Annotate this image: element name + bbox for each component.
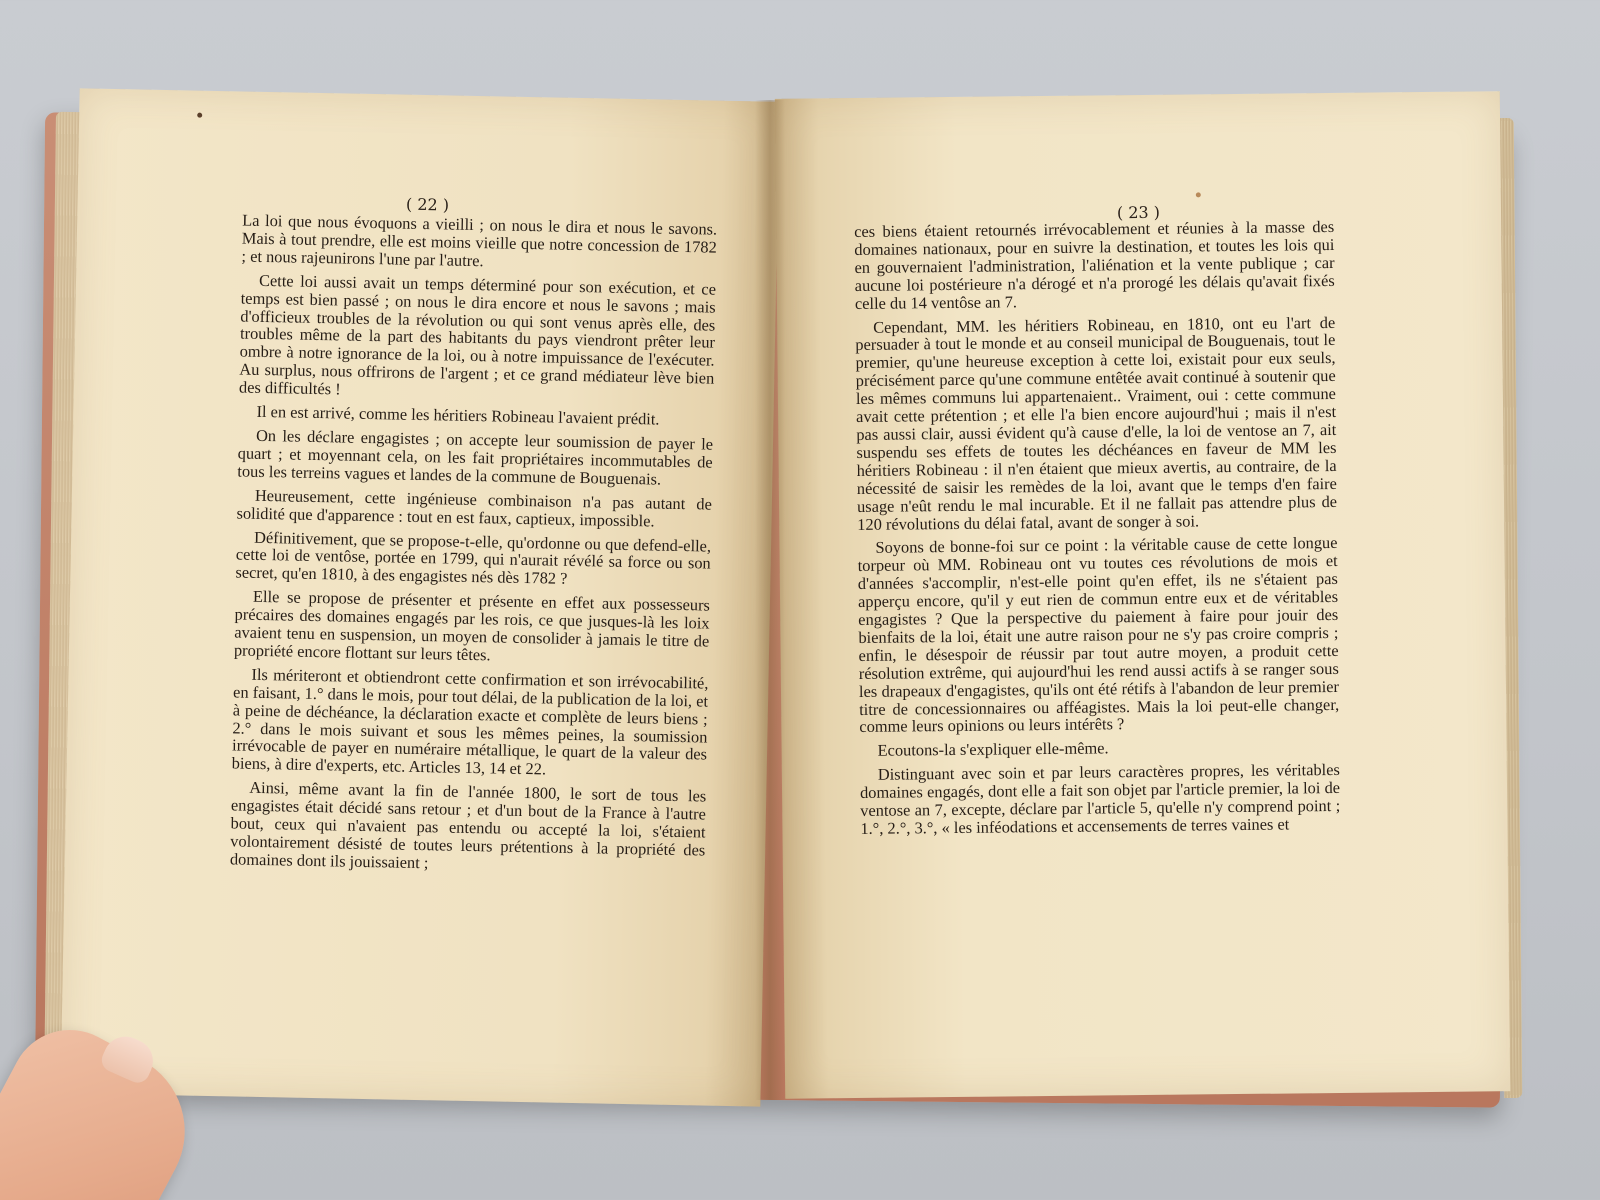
right-paragraph: Distinguant avec soin et par leurs caractères propres, les véritables domaines engagés, dont elle a fait son objet par l'article premier, la loi de ventose an 7, excepte, déclare par l'article 5, qu'elle n'y comprend point ; 1.°, 2.°, 3.°, « les inféodations et accensements de terres vaines et	[859, 760, 1341, 838]
left-paragraph: Il en est arrivé, comme les héritiers Robineau l'avaient prédit.	[256, 401, 660, 429]
right-paragraph: Cependant, MM. les héritiers Robineau, en 1810, ont eu l'art de persuader à tout le monde et au conseil municipal de Bouguenais, tout le premier, qu'une heureuse exception à cette loi, existait pour eux seuls, précisément parce qu'une commune entêtée avait continué à soutenir que les mêmes communs lui appartenaient.. Vraiment, oui : cette commune avait cette prétention ; et elle l'a bien encore aujourd'hui ; mais il n'est pas aussi clair, aussi évident qu'à cause d'elle, la loi de ventose an 7, ait suspendu ses effets de toutes les déchéances en faveur de MM les héritiers Robineau : il n'en étaient que mieux avertis, au contraire, de la nécessité de saisir les remèdes de la loi, avant que le temps d'en faire usage n'eût rendu le mal incurable. Et il ne fallait pas attendre plus de 120 révolutions du délai fatal, avant de songer à soi.	[855, 312, 1338, 534]
left-paragraph: Elle se propose de présenter et présente en effet aux possesseurs précaires des domaines engagés par les rois, ce que jusques-là les loix avaient tenu en suspension, un moyen de consolider à jamais le titre de propriété encore flottant sur leurs têtes.	[233, 587, 711, 665]
right-page-number: ( 23 )	[1116, 202, 1161, 223]
foxing-spot	[1196, 192, 1201, 197]
left-page-text	[230, 212, 718, 884]
left-page-number: ( 22 )	[405, 194, 450, 215]
left-page	[60, 88, 779, 1106]
left-paragraph: Définitivement, que se propose-t-elle, qu'ordonne ou que defend-elle, cette loi de ventôse, portée en 1799, qui n'aurait révélé sa force ou son secret, qu'en 1810, à des engagistes nés dès 1782 ?	[235, 527, 712, 589]
right-paragraph: ces biens étaient retournés irrévocablement et réunies à la masse des domaines nationaux, pour en suivre la destination, et toutes les lois qui en gouvernaient l'administration, l'aliénation et la vente publique ; car aucune loi postérieure n'a dérogé et n'a prorogé les délais qu'avait fixés celle du 14 ventôse an 7.	[854, 216, 1335, 313]
left-paragraph: Ils mériteront et obtiendront cette confirmation et son irrévocabilité, en faisant, 1.° dans le mois, pour tout délai, de la publication de la loi, et à peine de déchéance, la déclaration exacte et complète de leurs biens ; 2.° dans le mois suivant et sous les mêmes peines, la soumission irrévocable de payer en numéraire métallique, le quart de la valeur des biens, à dire d'experts, etc. Articles 13, 14 et 22.	[231, 664, 709, 779]
left-paragraph: Ainsi, même avant la fin de l'année 1800, le sort de tous les engagistes était décidé sans retour ; et d'un bout de la France à l'autre bout, ceux qui n'avaient pas entendu ou accepté la loi, s'étaient volontairement désisté de toutes leurs prétentions à la propriété des domaines dont ils jouissaient ;	[229, 778, 707, 873]
left-paragraph: Heureusement, cette ingénieuse combinaison n'a pas autant de solidité que d'apparence : tout en est faux, captieux, impossible.	[236, 485, 713, 531]
left-paragraph: Cette loi aussi avait un temps déterminé pour son exécution, et ce temps est bien passé ; on nous le dira encore et nous le savons ; mais d'officieux troubles de la révolution ou qui sont venus après elle, des troubles même de la part des habitants du pays viendront prêter leur ombre à notre ignorance de la loi, ou à notre impuissance de l'exécuter. Au surplus, nous offrirons de l'argent ; et ce grand médiateur lève bien des difficultés !	[238, 270, 717, 399]
foxing-spot	[197, 113, 202, 118]
right-paragraph: Soyons de bonne-foi sur ce point : la véritable cause de cette longue torpeur où MM. Robineau ont vu toutes ces révolutions de mois et d'années s'accomplir, n'est-elle point qu'en effet, ils ne s'étaient pas apperçu encore, qu'il y eut rien de commun entre eux et de véritables engagistes ? Que la perspective du paiement à faire pour jouir des bienfaits de la loi, était une autre raison pour ne s'y pas croire compris ; enfin, le désespoir de réussir par tout autre moyen, a produit cette résolution extrême, qui aujourd'hui les rend aussi actifs à se ranger sous les drapeaux d'engagistes, qu'ils ont été rétifs à l'abandon de leur premier titre de concessionnaires ou afféagistes. Mais la loi peut-elle changer, comme leurs opinions ou leurs intérêts ?	[857, 533, 1340, 737]
book-gutter	[755, 100, 785, 1100]
left-paragraph: On les déclare engagistes ; on accepte leur soumission de payer le quart ; et moyennant cela, on les fait propriétaires incommutables de tous les terreins vagues et landes de la commune de Bouguenais.	[237, 425, 714, 489]
right-page	[775, 91, 1510, 1099]
right-page-text	[854, 218, 1340, 844]
right-paragraph: Ecoutons-la s'expliquer elle-même.	[877, 738, 1109, 761]
left-paragraph: La loi que nous évoquons a vieilli ; on nous le dira et nous le savons. Mais à tout prendre, elle est moins vieille que notre concession de 1782 ; et nous rajeunirons l'une par l'autre.	[241, 210, 718, 270]
